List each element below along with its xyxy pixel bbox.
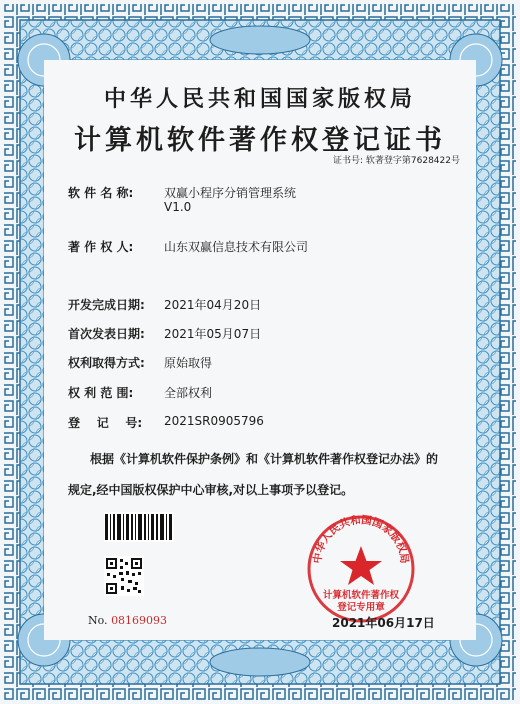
official-seal [306, 514, 416, 624]
seal-line-1: 计算机软件著作权 [322, 590, 400, 601]
barcode-image [104, 512, 174, 542]
serial-prefix: No. [88, 614, 108, 627]
field-label: 权 利 范 围: [68, 386, 134, 400]
certificate-title: 计算机软件著作权登记证书 [74, 125, 446, 156]
field-copyright-owner [68, 238, 309, 255]
cert-no-value: 软著登字第7628422号 [365, 156, 460, 166]
body-text-line-1: 根据《计算机软件保护条例》和《计算机软件著作权登记办法》的 [90, 452, 439, 466]
field-value: 山东双赢信息技术有限公司 [164, 240, 309, 254]
body-text-line-2: 规定,经中国版权保护中心审核,对以上事项予以登记。 [68, 483, 354, 497]
certificate-number [333, 153, 460, 166]
field-label: 软 件 名 称: [68, 186, 134, 200]
issue-date: 2021年06月17日 [332, 616, 435, 630]
field-publish-date [68, 325, 262, 342]
seal-line-2: 登记专用章 [337, 602, 385, 613]
field-version: V1.0 [164, 200, 192, 214]
field-value: 双赢小程序分销管理系统 [164, 186, 297, 200]
issuer-title: 中华人民共和国国家版权局 [103, 86, 416, 112]
field-value: 2021年05月07日 [164, 327, 262, 341]
field-label: 著 作 权 人: [68, 240, 134, 254]
field-value: 全部权利 [164, 386, 213, 400]
cert-no-label: 证书号: [332, 156, 364, 166]
field-label: 登 记 号: [68, 416, 143, 430]
seal-ring-text: 中华人民共和国国家版权局 [311, 514, 411, 565]
field-registration-number [68, 414, 264, 431]
seal-star-icon [340, 546, 382, 585]
field-value: 2021年04月20日 [164, 298, 262, 312]
serial-number [88, 614, 167, 627]
qr-code-image [104, 556, 144, 596]
serial-value: 08169093 [111, 614, 168, 627]
field-label: 权利取得方式: [68, 356, 145, 370]
field-completion-date [68, 296, 262, 313]
field-software-name [68, 184, 297, 214]
field-value: 原始取得 [164, 356, 213, 370]
field-label: 首次发表日期: [68, 327, 145, 341]
field-label: 开发完成日期: [68, 298, 145, 312]
field-value: 2021SR0905796 [164, 414, 264, 428]
field-acquisition-method [68, 354, 213, 371]
field-rights-scope [68, 384, 213, 401]
